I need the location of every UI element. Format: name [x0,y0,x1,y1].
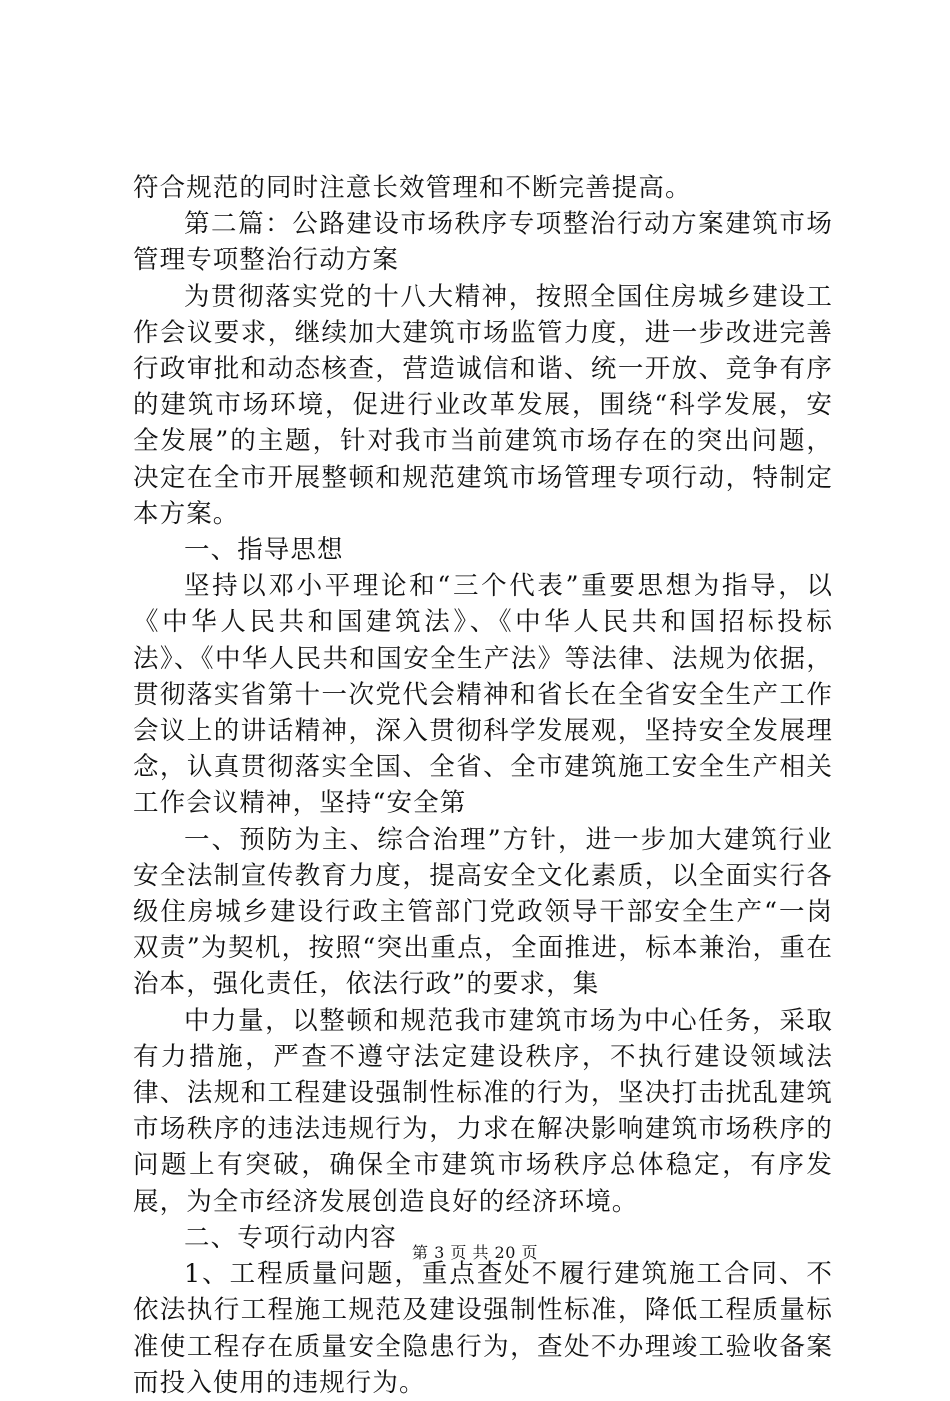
paragraph: 中力量，以整顿和规范我市建筑市场为中心任务，采取有力措施，严查不遵守法定建设秩序，不执行建设领域法律、法规和工程建设强制性标准的行为，坚决打击扰乱建筑市场秩序的违法违规行为，力求在解决影响建筑市场秩序的问题上有突破，确保全市建筑市场秩序总体稳定，有序发展，为全市经济发展创造良好的经济环境。 [133,1005,833,1217]
paragraph: 一、预防为主、综合治理”方针，进一步加大建筑行业安全法制宣传教育力度，提高安全文化素质，以全面实行各级住房城乡建设行政主管部门党政领导干部安全生产“一岗双责”为契机，按照“突出重点，全面推进，标本兼治，重在治本，强化责任，依法行政”的要求，集 [133,824,833,1000]
paragraph: 为贯彻落实党的十八大精神，按照全国住房城乡建设工作会议要求，继续加大建筑市场监管力度，进一步改进完善行政审批和动态核查，营造诚信和谐、统一开放、竞争有序的建筑市场环境，促进行业改革发展，围绕“科学发展，安全发展”的主题，针对我市当前建筑市场存在的突出问题，决定在全市开展整顿和规范建筑市场管理专项行动，特制定本方案。 [133,281,833,529]
paragraph: 坚持以邓小平理论和“三个代表”重要思想为指导，以《中华人民共和国建筑法》、《中华人民共和国招标投标法》、《中华人民共和国安全生产法》等法律、法规为依据，贯彻落实省第十一次党代会精神和省长在全省安全生产工作会议上的讲话精神，深入贯彻科学发展观，坚持安全发展理念，认真贯彻落实全国、全省、全市建筑施工安全生产相关工作会议精神，坚持“安全第 [133,571,833,819]
paragraph: 一、指导思想 [184,535,344,566]
paragraph: 第二篇：公路建设市场秩序专项整治行动方案建筑市场管理专项整治行动方案 [133,209,833,276]
document-body [133,170,833,1401]
paragraph: 二、专项行动内容 [184,1222,397,1253]
paragraph: 1、工程质量问题，重点查处不履行建筑施工合同、不依法执行工程施工规范及建设强制性标准，降低工程质量标准使工程存在质量安全隐患行为，查处不办理竣工验收备案而投入使用的违规行为。 [133,1259,833,1398]
paragraph: 符合规范的同时注意长效管理和不断完善提高。 [133,173,692,203]
page-footer: 第 3 页 共 20 页 [412,1243,538,1262]
